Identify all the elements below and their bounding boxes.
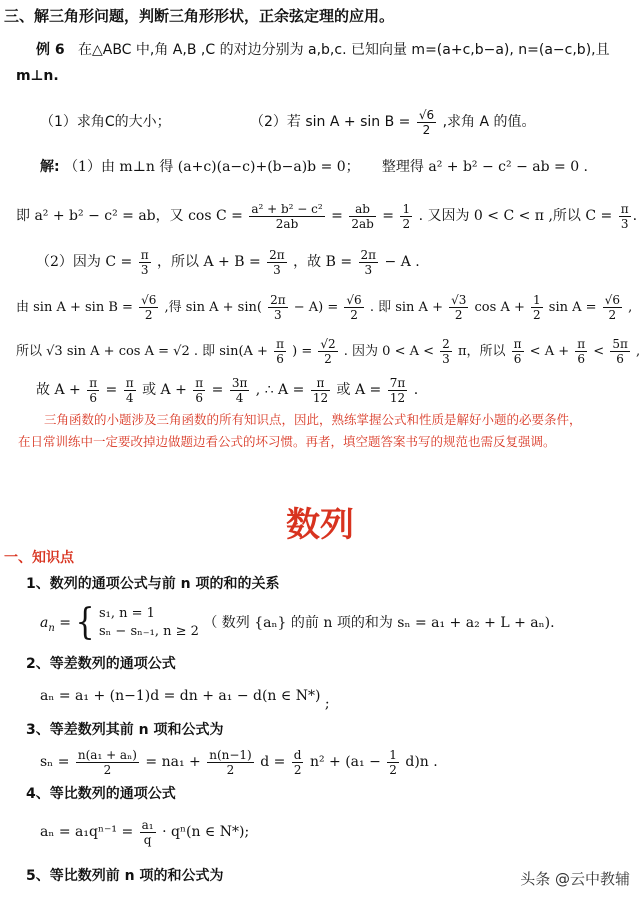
- q2-prefix: （2）若 sin A + sin B =: [250, 114, 411, 130]
- kp1-formula: $a_n$ = { s₁, n = 1 sₙ − sₙ₋₁, n ≥ 2 （ 数列 {aₙ} 的前 n 项的和为 sₙ = a₁ + a₂ + L + aₙ).: [40, 601, 555, 644]
- watermark: 头条 @云中教辅: [520, 870, 630, 888]
- q2-fraction: $\frac{√6}{2}$: [418, 107, 435, 137]
- section-heading: 三、解三角形问题，判断三角形形状，正余弦定理的应用。: [4, 7, 395, 25]
- kp4-heading: 4、等比数列的通项公式: [26, 786, 176, 802]
- solution-line-6: 故 A + $\frac{\pi}{6}$ = $\frac{\pi}{4}$ 或 A + $\frac{\pi}{6}$ = $\frac{3\pi}{4}$ , ∴ A = $\frac{\pi}{12}$ 或 A = $\frac{7\pi}{12}$ .: [36, 375, 419, 405]
- solution-line-3: （2）因为 C = $\frac{\pi}{3}$ ，所以 A + B = $\frac{2\pi}{3}$ ，故 B = $\frac{2\pi}{3}$ − A .: [36, 247, 420, 277]
- solution-line-1: 解: （1）由 m⊥n 得 (a+c)(a−c)+(b−a)b = 0； 整理得 a² + b² − c² − ab = 0 .: [40, 159, 588, 175]
- example-text-2: m⊥n.: [16, 68, 59, 84]
- knowledge-heading: 一、知识点: [4, 550, 74, 566]
- kp2-heading: 2、等差数列的通项公式: [26, 656, 176, 672]
- kp1-heading: 1、数列的通项公式与前 n 项的和的关系: [26, 576, 280, 592]
- example-line: [36, 40, 610, 60]
- question-2: [250, 104, 536, 140]
- kp3-formula: sₙ = $\frac{\text{n(a₁ + aₙ)}}{2}$ = na₁ + $\frac{n(n-1)}{2}$ d = $\frac{d}{2}$ n² + (a₁ − $\frac{1}{2}$ d)n .: [40, 747, 438, 777]
- remark-line-1: 三角函数的小题涉及三角函数的所有知识点，因此，熟练掌握公式和性质是解好小题的必要条件，: [44, 412, 582, 427]
- example-label: 例 6: [36, 42, 65, 58]
- solution-line-2: 即 a² + b² − c² = ab，又 cos C = $\frac{\text{a² + b² − c²}}{2ab}$ = $\frac{ab}{2ab}$ = $\frac{1}{2}$ . 又因为 0 < C < π ,所以 C = $\frac{\pi}{3}$ .: [16, 201, 638, 231]
- kp2-formula: aₙ = a₁ + (n−1)d = dn + a₁ − d(n ∈ N*) ;: [40, 688, 330, 712]
- solution-line-5: 所以 √3 sin A + cos A = √2 . 即 sin(A + $\frac{\pi}{6}$ ) = $\frac{√2}{2}$ . 因为 0 < A < $\frac{2}{3}$ π，所以 $\frac{\pi}{6}$ < A + $\frac{\pi}{6}$ < $\frac{5\pi}{6}$ ,: [16, 337, 640, 366]
- kp4-formula: aₙ = a₁qⁿ⁻¹ = $\frac{\text{a₁}}{q}$ · qⁿ(n ∈ N*);: [40, 817, 250, 847]
- q2-suffix: ,求角 A 的值。: [442, 114, 536, 130]
- solution-line-4: 由 sin A + sin B = $\frac{√6}{2}$ ,得 sin A + sin( $\frac{2\pi}{3}$ − A) = $\frac{√6}{2}$ . 即 sin A + $\frac{√3}{2}$ cos A + $\frac{1}{2}$ sin A = $\frac{√6}{2}$ ,: [16, 293, 633, 322]
- remark-line-2: 在日常训练中一定要改掉边做题边看公式的坏习惯。再者，填空题答案书写的规范也需反复强调。: [18, 434, 556, 449]
- example-text: 在△ABC 中,角 A,B ,C 的对边分别为 a,b,c. 已知向量 m=(a+c,b−a), n=(a−c,b),且: [77, 42, 610, 58]
- kp5-heading: 5、等比数列前 n 项的和公式为: [26, 868, 224, 884]
- kp3-heading: 3、等差数列其前 n 项和公式为: [26, 722, 224, 738]
- question-1: （1）求角C的大小；: [40, 114, 171, 130]
- page-title: 数列: [286, 505, 354, 545]
